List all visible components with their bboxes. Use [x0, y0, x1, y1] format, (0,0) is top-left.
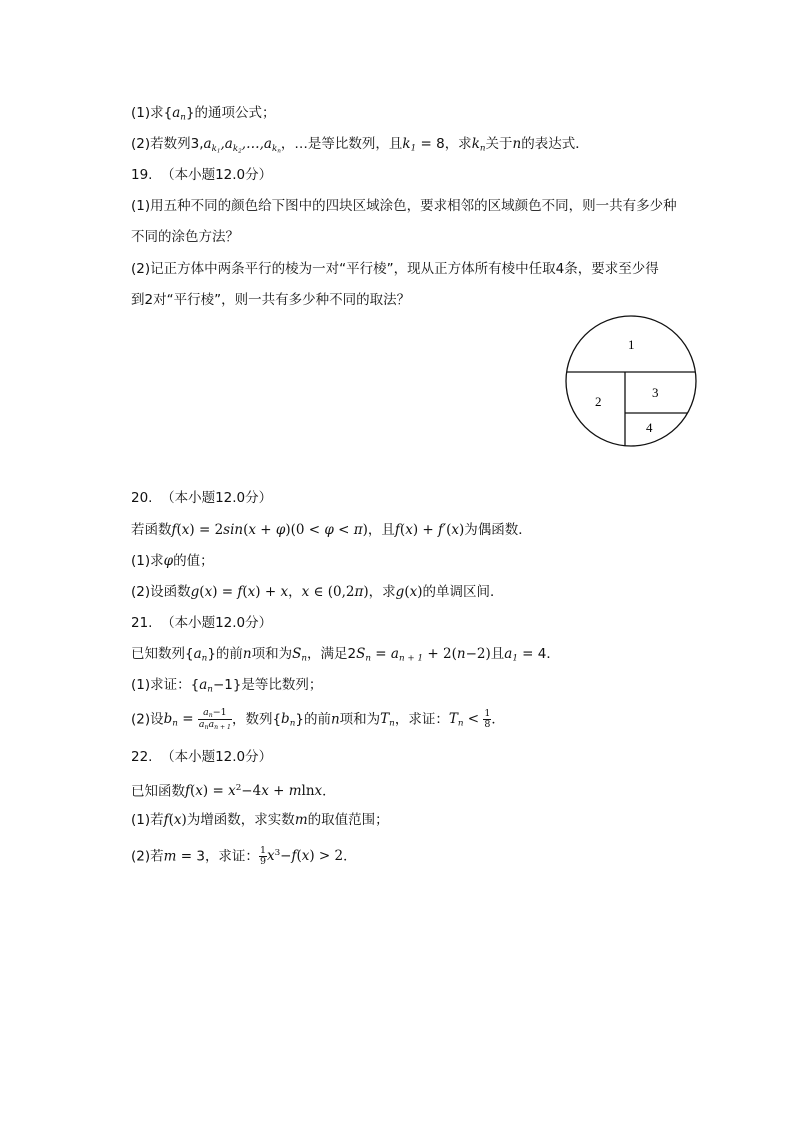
figure-circle [566, 316, 696, 446]
q19-header: 19. （本小题12.0分） [131, 167, 273, 183]
q20-part-1: (1)求φ的值； [131, 553, 214, 569]
math-recurrence: $S_n = a_{n + 1} + 2(n-2)$ [356, 646, 491, 664]
q20-part-2: (2)设函数g(x) = f(x) + x，x ∈ (0,2π)，求g(x)的单调区间． [131, 584, 504, 600]
figure-label-1: 1 [628, 337, 635, 352]
math-f-definition: f(x) = 2sin(x + φ)(0 < φ < π) [171, 522, 368, 538]
q21-header: 21. （本小题12.0分） [131, 615, 273, 631]
q22-part-1: (1)若f(x)为增函数，求实数m的取值范围； [131, 812, 389, 828]
figure-label-4: 4 [646, 420, 653, 435]
math-b-n-definition: $b_n$ = $\frac{a_n-1}{a_na_{n + 1}}$ [163, 707, 231, 732]
circle-region-figure [563, 313, 699, 449]
math-inequality: $T_n$ < $\frac{1}{8}$ [448, 708, 491, 731]
math-sequence-terms: $a_{k_1},a_{k_2},\dots,a_{k_n}$ [203, 136, 281, 155]
math-proof-inequality: $\frac{1}{9}$ $x^3-f(x) > 2$ [259, 845, 344, 868]
prev-part-1: (1)求$\{a_n\}$的通项公式； [131, 105, 276, 123]
figure-label-2: 2 [595, 394, 602, 409]
math-domain: x ∈ (0,2π) [301, 584, 369, 600]
q20-stem: 若函数f(x) = 2sin(x + φ)(0 < φ < π)，且f(x) + f′(x)为偶函数． [131, 522, 532, 538]
q22-header: 22. （本小题12.0分） [131, 749, 273, 765]
q21-part-1: (1)求证：$\{a_n-1\}$是等比数列； [131, 677, 323, 695]
q21-part-2: (2)设$b_n$ = $\frac{a_n-1}{a_na_{n + 1}}$ ，数列$\{b_n\}$的前n项和为$T_n$，求证：$T_n$ < $\frac{1}{8}$ ． [131, 707, 505, 732]
q19-part-2-line-2: 到2对“平行棱”，则一共有多少种不同的取法？ [131, 292, 411, 308]
math-a-n: $a_n$ [172, 105, 186, 123]
math-f-definition-22: $f(x) = x^2-4x + mlnx$ [185, 783, 323, 800]
math-f-plus-derivative: f(x) + f′(x) [394, 522, 465, 538]
q19-part-1-line-2: 不同的涂色方法？ [131, 229, 239, 245]
q21-stem: 已知数列$\{a_n\}$的前n项和为$S_n$，满足$2S_n = a_{n + 1} + 2(n-2)$且$a_1 = 4$． [131, 646, 560, 664]
prev-part-2: (2)若数列$3,a_{k_1},a_{k_2},\dots,a_{k_n}$，…是等比数列，且$k_1 = 8$，求$k_n$关于n的表达式． [131, 136, 589, 155]
math-k1: $k_1$ [402, 136, 417, 154]
q20-header: 20. （本小题12.0分） [131, 490, 273, 506]
q19-part-1-line-1: (1)用五种不同的颜色给下图中的四块区域涂色，要求相邻的区域颜色不同，则一共有多少种 [131, 198, 677, 214]
figure-label-3: 3 [652, 385, 659, 400]
q22-stem: 已知函数$f(x) = x^2-4x + mlnx$． [131, 783, 336, 800]
math-g-definition: g(x) = f(x) + x [190, 584, 289, 600]
q22-part-2: (2)若m = 3，求证： $\frac{1}{9}$ $x^3-f(x) > 2$． [131, 845, 357, 868]
q19-part-2-line-1: (2)记正方体中两条平行的棱为一对“平行棱”，现从正方体所有棱中任取4条，要求至少得 [131, 261, 659, 277]
